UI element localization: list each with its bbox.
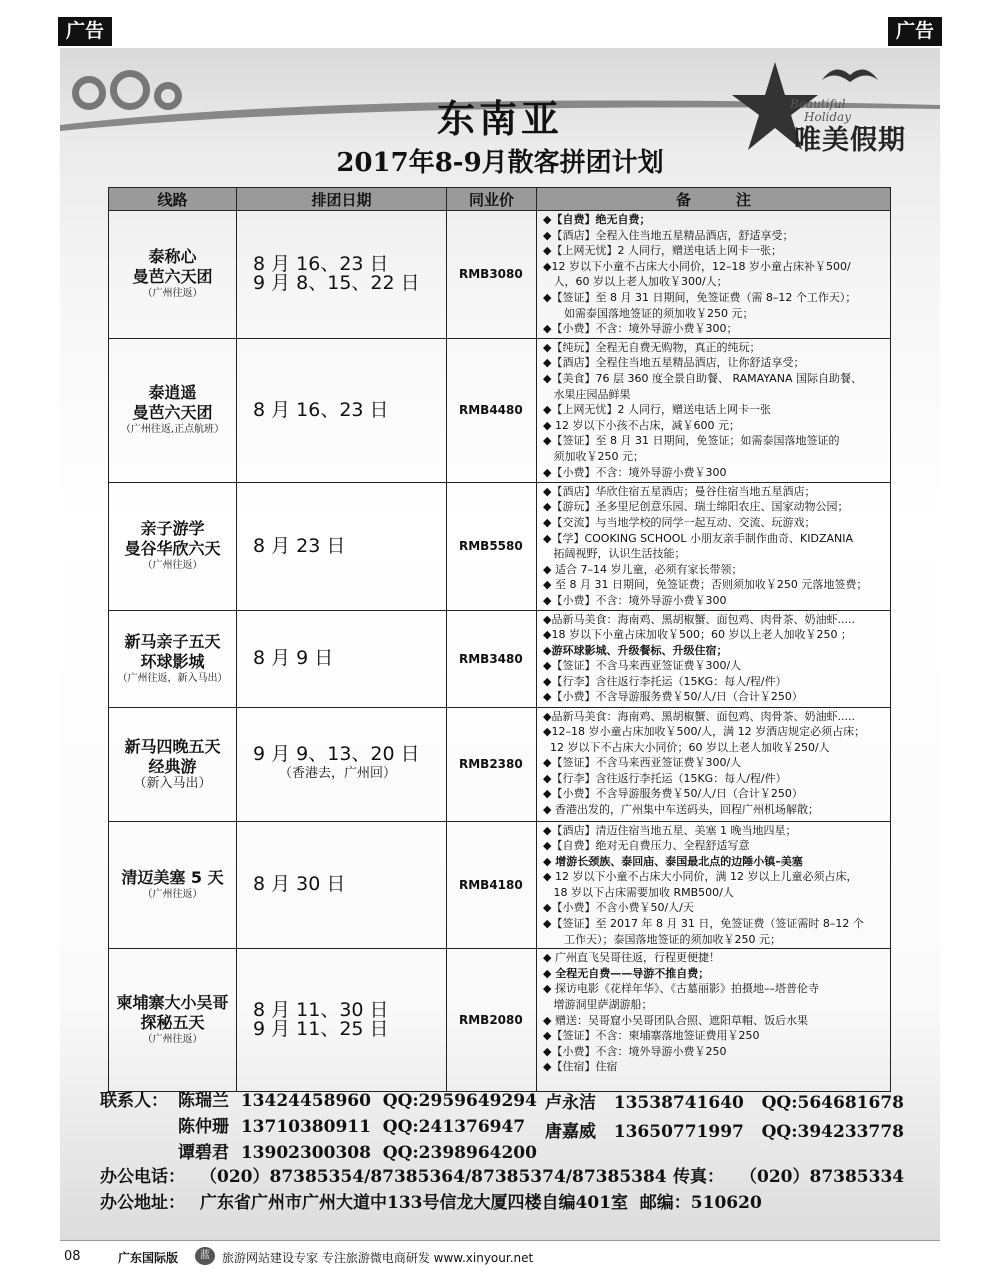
note-line: ◆品新马美食：海南鸡、黑胡椒蟹、面包鸡、肉骨茶、奶油虾..... bbox=[543, 709, 855, 723]
note-line: ◆【酒店】全程入住当地五星精品酒店，舒适享受； bbox=[543, 228, 794, 242]
brand-chinese: 唯美假期 bbox=[794, 125, 906, 156]
price-cell: RMB2380 bbox=[447, 707, 537, 821]
departure-dates: 8 月 9 日 bbox=[253, 647, 334, 669]
route-name: 泰称心 bbox=[148, 247, 197, 267]
brand-english-line2: Holiday bbox=[804, 110, 851, 124]
office-address: 广东省广州市广州大道中133号信龙大厦四楼自编401室 邮编：510620 bbox=[200, 1193, 762, 1213]
note-line: 增游洞里萨湖游船； bbox=[543, 998, 653, 1012]
departure-dates: 8 月 30 日 bbox=[253, 873, 346, 896]
price-cell: RMB3080 bbox=[447, 211, 537, 339]
footer-slogan: 旅游网站建设专家 专注旅游微电商研发 www.xinyour.net bbox=[222, 1251, 534, 1265]
departure-dates: 8 月 11、30 日 bbox=[253, 999, 389, 1022]
price-cell: RMB3480 bbox=[447, 610, 537, 707]
ad-label-left: 广告 bbox=[58, 17, 112, 46]
route-name: 经典游 bbox=[148, 757, 197, 776]
notes-cell bbox=[537, 610, 891, 707]
note-line: ◆【签证】不含马来西亚签证费￥300/人 bbox=[543, 756, 742, 770]
dates-cell bbox=[237, 821, 447, 949]
route-cell bbox=[109, 482, 237, 610]
note-line: ◆ 广州直飞吴哥往返，行程更便捷！ bbox=[543, 951, 720, 965]
note-line: ◆【小费】不含导游服务费￥50/人/日（合计￥250） bbox=[543, 787, 803, 801]
route-name: 新马亲子五天 bbox=[124, 631, 221, 651]
note-line: ◆游环球影城、升级餐标、升级住宿； bbox=[543, 643, 728, 657]
route-name: 柬埔寨大小吴哥 bbox=[116, 993, 229, 1013]
route-cell bbox=[109, 610, 237, 707]
route-departure-note: （新入马出） bbox=[133, 776, 212, 791]
office-phone: （020）87385354/87385364/87385374/87385384 bbox=[200, 1167, 667, 1187]
route-departure-note: （广州往返） bbox=[142, 560, 203, 572]
note-line: ◆【签证】至 2017 年 8 月 31 日，免签证费（签证需时 8–12 个 bbox=[543, 917, 864, 931]
fax-label: 传真： bbox=[673, 1167, 724, 1187]
bird-icon bbox=[820, 60, 880, 90]
tour-schedule-table bbox=[108, 187, 891, 1092]
dates-note: （香港去，广州回） bbox=[279, 766, 397, 781]
note-line: ◆18 岁以下小童占床加收￥500；60 岁以上老人加收￥250 ； bbox=[543, 628, 852, 642]
note-line: ◆【游玩】圣多里尼创意乐园、瑞士绵阳农庄、国家动物公园； bbox=[543, 500, 849, 514]
notes-cell bbox=[537, 338, 891, 482]
departure-dates: 8 月 16、23 日 bbox=[253, 398, 389, 421]
note-line: 如需泰国落地签证的须加收￥250 元； bbox=[543, 306, 754, 320]
table-row bbox=[109, 338, 891, 482]
contact-person-2: 陈仲珊 13710380911 QQ:241376947 bbox=[178, 1117, 526, 1137]
office-phone-label: 办公电话： bbox=[100, 1167, 185, 1187]
header-notes: 备 注 bbox=[537, 188, 891, 211]
note-line: ◆12 岁以下小童不占床大小同价，12–18 岁小童占床补￥500/ bbox=[543, 259, 851, 273]
dates-cell bbox=[237, 610, 447, 707]
contact-person-5: 唐嘉威 13650771997 QQ:394233778 bbox=[545, 1122, 904, 1142]
notes-cell bbox=[537, 821, 891, 949]
table-row bbox=[109, 949, 891, 1092]
route-name: 探秘五天 bbox=[140, 1013, 205, 1033]
brand-english-line1: Beautiful bbox=[790, 97, 846, 111]
note-line: ◆品新马美食：海南鸡、黑胡椒蟹、面包鸡、肉骨茶、奶油虾..... bbox=[543, 612, 855, 626]
route-departure-note: （广州往返） bbox=[142, 888, 203, 900]
notes-cell bbox=[537, 482, 891, 610]
note-line: ◆ 增游长颈族、泰回庙、泰国最北点的边陲小镇–美塞 bbox=[543, 854, 803, 868]
table-row bbox=[109, 821, 891, 949]
page-number: 08 bbox=[64, 1249, 81, 1264]
note-line: ◆【行李】含往返行李托运（15KG：每人/程/件） bbox=[543, 771, 787, 785]
notes-cell bbox=[537, 211, 891, 339]
note-line: 18 岁以下占床需要加收 RMB500/人 bbox=[543, 885, 734, 899]
route-departure-note: （广州往返，新入马出） bbox=[117, 672, 228, 684]
note-line: ◆【酒店】华欣住宿五星酒店；曼谷住宿当地五星酒店； bbox=[543, 484, 816, 498]
departure-dates: 9 月 8、15、22 日 bbox=[253, 272, 420, 295]
departure-dates: 9 月 11、25 日 bbox=[253, 1018, 389, 1041]
note-line: 水果庄园品鲜果 bbox=[543, 387, 631, 401]
note-line: ◆【小费】不含：境外导游小费￥300； bbox=[543, 322, 738, 336]
note-line: 须加收￥250 元； bbox=[543, 449, 644, 463]
note-line: ◆【自费】绝无自费； bbox=[543, 213, 651, 226]
page-title: 东南亚 bbox=[436, 97, 563, 141]
note-line: ◆ 赠送：吴哥窟小吴哥团队合照、遮阳草帽、饭后水果 bbox=[543, 1013, 808, 1027]
route-name: 曼芭六天团 bbox=[132, 403, 213, 423]
route-cell bbox=[109, 707, 237, 821]
note-line: ◆【交流】与当地学校的同学一起互动、交流、玩游戏； bbox=[543, 515, 816, 529]
table-row bbox=[109, 482, 891, 610]
note-line: ◆ 探访电影《花样年华》、《古墓丽影》拍摄地––塔普伦寺 bbox=[543, 982, 819, 996]
route-cell bbox=[109, 338, 237, 482]
dates-cell bbox=[237, 949, 447, 1092]
note-line: 人，60 岁以上老人加收￥300/人； bbox=[543, 275, 728, 289]
note-line: ◆ 香港出发的，广州集中车送码头，回程广州机场解散； bbox=[543, 803, 819, 817]
dates-cell bbox=[237, 707, 447, 821]
note-line: ◆ 12 岁以下小童不占床大小同价，满 12 岁以上儿童必须占床， bbox=[543, 870, 858, 884]
route-name: 亲子游学 bbox=[140, 519, 205, 539]
departure-dates: 8 月 16、23 日 bbox=[253, 253, 389, 276]
route-cell bbox=[109, 211, 237, 339]
route-cell bbox=[109, 949, 237, 1092]
table-row bbox=[109, 211, 891, 339]
note-line: ◆【上网无忧】2 人同行，赠送电话上网卡一张； bbox=[543, 244, 782, 258]
route-name: 曼芭六天团 bbox=[132, 267, 213, 287]
departure-dates: 9 月 9、13、20 日 bbox=[253, 743, 420, 765]
edition-label: 广东国际版 bbox=[118, 1251, 179, 1265]
route-departure-note: （广州往返,正点航班） bbox=[120, 424, 225, 436]
route-name: 环球影城 bbox=[140, 651, 205, 671]
note-line: ◆【学】COOKING SCHOOL 小朋友亲手制作曲奇、KIDZANIA bbox=[543, 531, 854, 545]
route-name: 清迈美塞 5 天 bbox=[121, 867, 224, 887]
note-line: ◆【签证】至 8 月 31 日期间，免签证费（需 8–12 个工作天）； bbox=[543, 290, 857, 304]
route-name: 泰逍遥 bbox=[148, 383, 197, 403]
header-dates: 排团日期 bbox=[237, 188, 447, 211]
departure-dates: 8 月 23 日 bbox=[253, 534, 346, 557]
note-line: ◆【签证】不含：柬埔寨落地签证费用￥250 bbox=[543, 1029, 760, 1043]
ad-label-right: 广告 bbox=[888, 17, 942, 46]
dates-cell bbox=[237, 211, 447, 339]
note-line: ◆ 全程无自费——导游不推自费； bbox=[543, 966, 710, 980]
notes-cell bbox=[537, 707, 891, 821]
contact-person-3: 谭碧君 13902300308 QQ:2398964200 bbox=[178, 1143, 537, 1163]
dates-cell bbox=[237, 482, 447, 610]
route-departure-note: （广州往返） bbox=[142, 288, 203, 300]
notes-cell bbox=[537, 949, 891, 1092]
note-line: ◆【小费】不含：境外导游小费￥300 bbox=[543, 593, 727, 607]
contact-person-1: 陈瑞兰 13424458960 QQ:2959649294 bbox=[178, 1091, 537, 1111]
note-line: ◆【小费】不含：境外导游小费￥250 bbox=[543, 1044, 727, 1058]
price-cell: RMB4480 bbox=[447, 338, 537, 482]
table-row bbox=[109, 707, 891, 821]
note-line: 工作天）；泰国落地签证的须加收￥250 元； bbox=[543, 932, 781, 946]
publisher-logo-icon: 蓝 bbox=[195, 1247, 215, 1265]
price-cell: RMB5580 bbox=[447, 482, 537, 610]
note-line: ◆【自费】绝对无自费压力、全程舒适写意 bbox=[543, 839, 750, 853]
note-line: ◆【小费】不含：境外导游小费￥300 bbox=[543, 465, 727, 479]
note-line: ◆【小费】不含导游服务费￥50/人/日（合计￥250） bbox=[543, 690, 803, 704]
contact-person-4: 卢永洁 13538741640 QQ:564681678 bbox=[545, 1093, 904, 1113]
note-line: 拓阔视野，认识生活技能； bbox=[543, 547, 686, 561]
price-cell: RMB4180 bbox=[447, 821, 537, 949]
note-line: ◆【签证】至 8 月 31 日期间，免签证；如需泰国落地签证的 bbox=[543, 434, 840, 448]
price-cell: RMB2080 bbox=[447, 949, 537, 1092]
contacts-label: 联系人： bbox=[100, 1091, 168, 1111]
note-line: ◆ 12 岁以下小孩不占床，减￥600 元； bbox=[543, 418, 740, 432]
header-price: 同业价 bbox=[447, 188, 537, 211]
note-line: ◆【美食】76 层 360 度全景自助餐、 RAMAYANA 国际自助餐、 bbox=[543, 371, 862, 385]
office-address-label: 办公地址： bbox=[100, 1193, 185, 1213]
footer-divider bbox=[60, 1240, 940, 1241]
route-departure-note: （广州往返） bbox=[142, 1034, 203, 1046]
page-subtitle: 2017年8-9月散客拼团计划 bbox=[336, 148, 664, 178]
route-name: 曼谷华欣六天 bbox=[124, 539, 221, 559]
table-row bbox=[109, 610, 891, 707]
note-line: ◆12–18 岁小童占床加收￥500/人，满 12 岁酒店规定必须占床； bbox=[543, 725, 866, 739]
note-line: 12 岁以下不占床大小同价；60 岁以上老人加收￥250/人 bbox=[543, 740, 830, 754]
note-line: ◆【上网无忧】2 人同行，赠送电话上网卡一张 bbox=[543, 403, 771, 417]
note-line: ◆ 适合 7–14 岁儿童，必须有家长带领； bbox=[543, 562, 743, 576]
fax-number: （020）87385334 bbox=[740, 1167, 905, 1187]
note-line: ◆【纯玩】全程无自费无购物，真正的纯玩； bbox=[543, 340, 761, 354]
note-line: ◆ 至 8 月 31 日期间，免签证费；否则须加收￥250 元落地签费； bbox=[543, 578, 868, 592]
note-line: ◆【签证】不含马来西亚签证费￥300/人 bbox=[543, 659, 742, 673]
route-name: 新马四晚五天 bbox=[124, 737, 221, 756]
header-route: 线路 bbox=[109, 188, 237, 211]
dates-cell bbox=[237, 338, 447, 482]
route-cell bbox=[109, 821, 237, 949]
note-line: ◆【行李】含往返行李托运（15KG：每人/程/件） bbox=[543, 674, 787, 688]
note-line: ◆【住宿】住宿 bbox=[543, 1060, 618, 1074]
note-line: ◆【酒店】清迈住宿当地五星、美塞 1 晚当地四星； bbox=[543, 823, 797, 837]
note-line: ◆【小费】不含小费￥50/人/天 bbox=[543, 901, 694, 915]
page-footer bbox=[0, 1248, 1000, 1268]
note-line: ◆【酒店】全程住当地五星精品酒店，让你舒适享受； bbox=[543, 356, 805, 370]
table-header-row bbox=[109, 188, 891, 211]
